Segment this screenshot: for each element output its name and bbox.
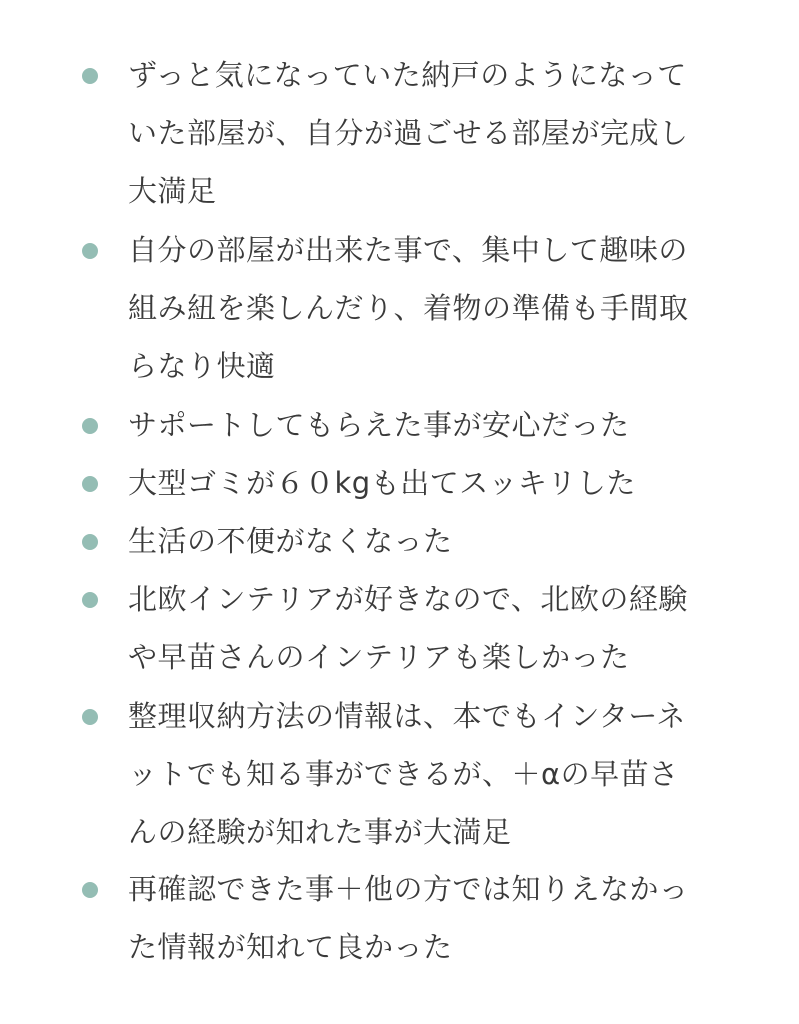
bullet-dot-icon — [82, 534, 98, 550]
bullet-dot-icon — [82, 709, 98, 725]
list-item-line: ットでも知る事ができるが、＋αの早苗さ — [128, 757, 679, 791]
list-item-line: 組み紐を楽しんだり、着物の準備も手間取 — [128, 291, 689, 325]
bullet-dot-icon — [82, 592, 98, 608]
list-item-line: 大型ゴミが６０kgも出てスッキリした — [128, 466, 636, 500]
list-item-line: サポートしてもらえた事が安心だった — [128, 408, 630, 442]
list-item-line: らなり快適 — [128, 349, 276, 383]
list-item-line: た情報が知れて良かった — [128, 930, 453, 964]
list-item-line: 整理収納方法の情報は、本でもインターネ — [128, 699, 686, 733]
bullet-dot-icon — [82, 243, 98, 259]
list-item-line: 自分の部屋が出来た事で、集中して趣味の — [128, 233, 688, 267]
list-item-line: や早苗さんのインテリアも楽しかった — [128, 640, 630, 674]
list-item-line: ずっと気になっていた納戸のようになって — [128, 58, 687, 92]
bullet-dot-icon — [82, 882, 98, 898]
list-item-line: んの経験が知れた事が大満足 — [128, 815, 512, 849]
list-item-line: 北欧インテリアが好きなので、北欧の経験 — [128, 582, 688, 616]
list-item-line: 生活の不便がなくなった — [128, 524, 453, 558]
list-item-line: いた部屋が、自分が過ごせる部屋が完成し — [128, 116, 689, 150]
list-item-line: 再確認できた事＋他の方では知りえなかっ — [128, 872, 689, 906]
list-item-line: 大満足 — [128, 174, 217, 208]
bullet-dot-icon — [82, 476, 98, 492]
bullet-dot-icon — [82, 68, 98, 84]
bullet-dot-icon — [82, 418, 98, 434]
